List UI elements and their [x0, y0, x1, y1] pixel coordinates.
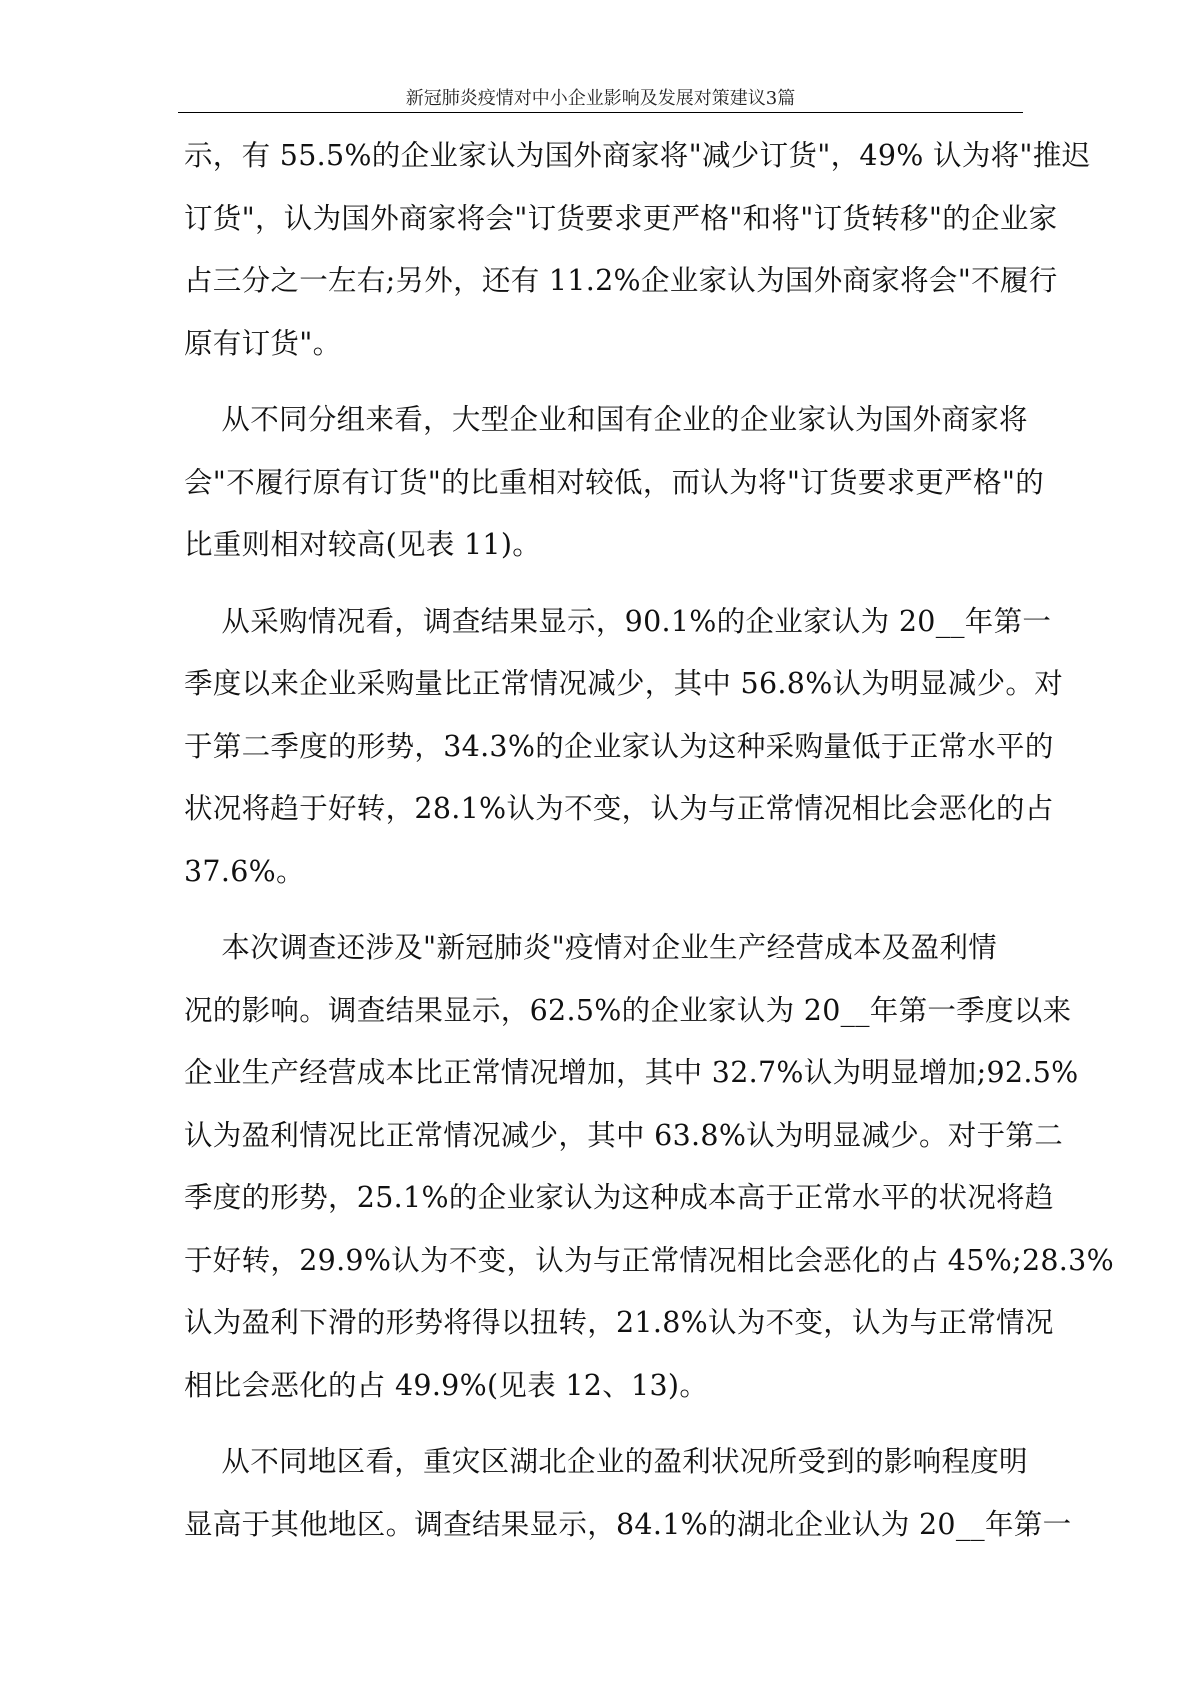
text-line: 季度以来企业采购量比正常情况减少，其中 56.8%认为明显减少。对: [184, 667, 1063, 700]
paragraph-spacer: [184, 375, 1024, 389]
text-line: 订货"，认为国外商家将会"订货要求更严格"和将"订货转移"的企业家: [184, 201, 1058, 235]
text-line: 占三分之一左右;另外，还有 11.2%企业家认为国外商家将会"不履行: [184, 264, 1058, 297]
header-rule: [178, 112, 1023, 113]
paragraph: [184, 1431, 1072, 1556]
text-line: 显高于其他地区。调查结果显示，84.1%的湖北企业认为 20__年第一: [184, 1507, 1072, 1541]
text-line: 认为盈利情况比正常情况减少，其中 63.8%认为明显减少。对于第二: [184, 1118, 1063, 1152]
text-line: 从不同地区看，重灾区湖北企业的盈利状况所受到的影响程度明: [184, 1445, 1028, 1478]
text-line: 本次调查还涉及"新冠肺炎"疫情对企业生产经营成本及盈利情: [184, 931, 998, 964]
text-line: 会"不履行原有订货"的比重相对较低，而认为将"订货要求更严格"的: [184, 465, 1045, 499]
text-line: 于第二季度的形势，34.3%的企业家认为这种采购量低于正常水平的: [184, 729, 1054, 763]
document-body: [184, 125, 1114, 1556]
text-line: 季度的形势，25.1%的企业家认为这种成本高于正常水平的状况将趋: [184, 1181, 1054, 1214]
running-header: 新冠肺炎疫情对中小企业影响及发展对策建议3篇: [405, 88, 796, 109]
text-line: 原有订货"。: [184, 326, 342, 360]
paragraph: [184, 125, 1091, 375]
text-line: 比重则相对较高(见表 11)。: [184, 528, 542, 561]
paragraph-spacer: [184, 577, 1024, 591]
paragraph: [184, 917, 1114, 1417]
text-line: 况的影响。调查结果显示，62.5%的企业家认为 20__年第一季度以来: [184, 993, 1072, 1027]
text-line: 状况将趋于好转，28.1%认为不变，认为与正常情况相比会恶化的占: [184, 792, 1054, 825]
text-line: 从采购情况看，调查结果显示，90.1%的企业家认为 20__年第一: [184, 604, 1052, 638]
paragraph-spacer: [184, 903, 1024, 917]
text-line: 示，有 55.5%的企业家认为国外商家将"减少订货"，49% 认为将"推迟: [184, 139, 1091, 172]
text-line: 37.6%。: [184, 854, 305, 888]
paragraph-spacer: [184, 1417, 1024, 1431]
paragraph: [184, 389, 1045, 577]
text-line: 相比会恶化的占 49.9%(见表 12、13)。: [184, 1368, 709, 1402]
text-line: 企业生产经营成本比正常情况增加，其中 32.7%认为明显增加;92.5%: [184, 1056, 1079, 1089]
text-line: 认为盈利下滑的形势将得以扭转，21.8%认为不变，认为与正常情况: [184, 1306, 1054, 1339]
text-line: 从不同分组来看，大型企业和国有企业的企业家认为国外商家将: [184, 403, 1028, 436]
paragraph: [184, 591, 1063, 904]
text-line: 于好转，29.9%认为不变，认为与正常情况相比会恶化的占 45%;28.3%: [184, 1243, 1114, 1277]
